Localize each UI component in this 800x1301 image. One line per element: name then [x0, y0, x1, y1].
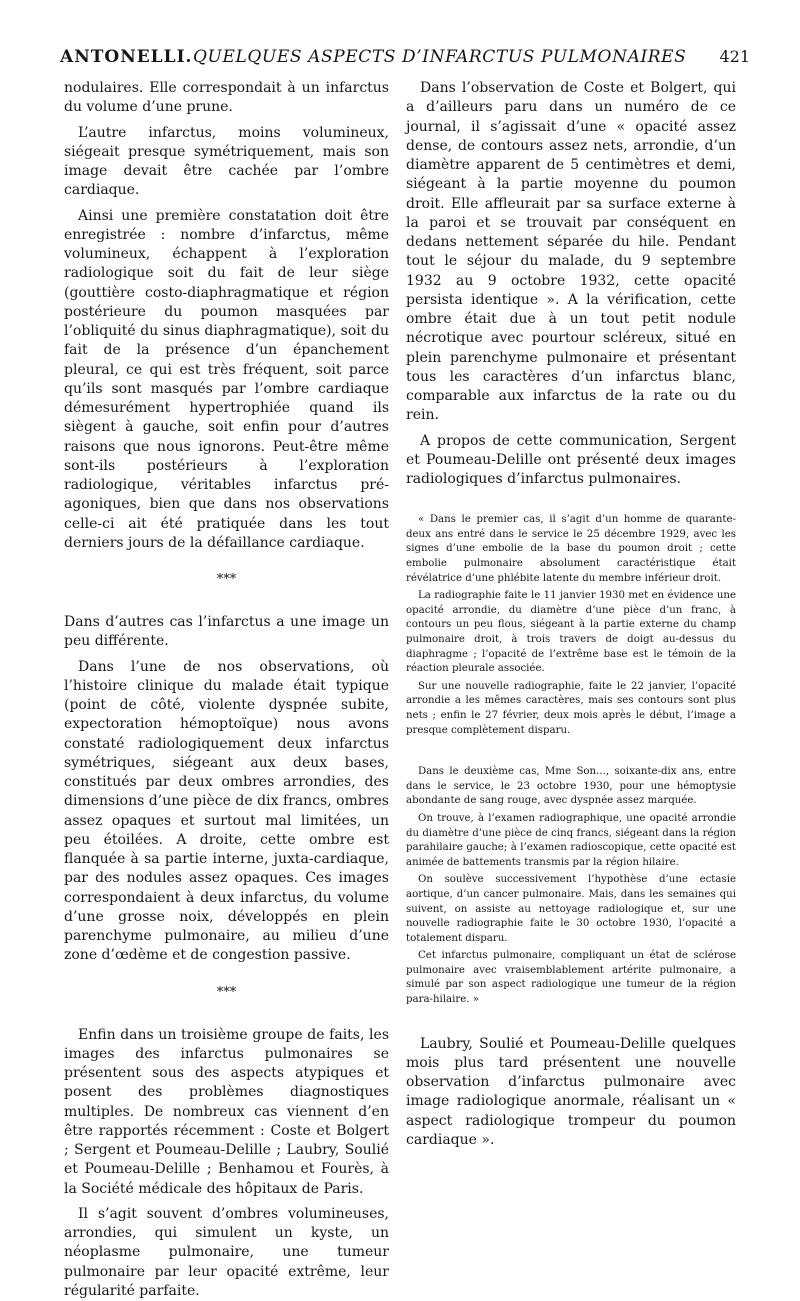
quote-paragraph: On soulève successivement l’hypothèse d’une ectasie aortique, d’un cancer pulmonaire. Mais, dans les semaines qui suivent, on assiste au nettoyage radiologique et, sur une nouvelle radiographie faite le 30 octobre 1930, l’opacité a totalement disparu.	[406, 874, 736, 944]
paragraph: A propos de cette communication, Sergent et Poumeau-Delille ont présenté deux images radiologiques d’infarctus pulmonaires.	[406, 432, 736, 487]
page-number: 421	[719, 47, 750, 66]
quote-paragraph: On trouve, à l’examen radiographique, une opacité arrondie du diamètre d’une pièce de cinq francs, siégeant dans la région parahilaire gauche; à l’examen radioscopique, cette opacité est animée de battements transmis par la région hilaire.	[406, 812, 736, 868]
quotation-block-first-case	[406, 513, 736, 738]
quote-paragraph: Cet infarctus pulmonaire, compliquant un état de sclérose pulmonaire avec vraisemblablement artérite pulmonaire, a simulé par son aspect radiologique une tumeur de la région para-hilaire. »	[406, 950, 736, 1006]
paragraph: Il s’agit souvent d’ombres volumineuses, arrondies, qui simulent un kyste, un néoplasme pulmonaire, une tumeur pulmonaire par leur opacité extrême, leur régularité parfaite.	[64, 1205, 389, 1299]
spacer	[406, 741, 736, 765]
quote-paragraph: « Dans le premier cas, il s’agit d’un homme de quarante-deux ans entré dans le service le 25 décembre 1929, avec les signes d’une embolie de la base du poumon droit ; cette embolie pulmonaire absolument caractéristique était révélatrice d’une phlébite latente du membre inférieur droit.	[406, 514, 736, 584]
asterism-glyphs: ***	[216, 984, 237, 1000]
spacer	[406, 495, 736, 513]
section-asterism	[64, 573, 389, 587]
paragraph: L’autre infarctus, moins volumineux, siégeait presque symétriquement, mais son image devait être cachée par l’ombre cardiaque.	[64, 124, 389, 199]
quote-paragraph: Sur une nouvelle radiographie, faite le 22 janvier, l’opacité arrondie a les mêmes caractères, mais ses contours sont plus nets ; enfin le 27 février, deux mois après le début, l’image a presque complètement disparu.	[406, 680, 736, 736]
paragraph: Ainsi une première constatation doit être enregistrée : nombre d’infarctus, même volumineux, échappent à l’exploration radiologique soit du fait de leur siège (gouttière costo-diaphragmatique et région postérieure du poumon masquées par l’obliquité du sinus diaphragmatique), soit du fait de la présence d’un épanchement pleural, ce qui est très fréquent, soit parce qu’ils sont masqués par l’ombre cardiaque démesurément hypertrophiée quand ils siègent à gauche, soit enfin pour d’autres raisons que nous ignorons. Peut-être même sont-ils postérieurs à l’exploration radiologique, véritables infarctus pré-agoniques, bien que dans nos observations celle-ci ait été pratiquée dans les tout derniers jours de la défaillance cardiaque.	[64, 207, 389, 551]
paragraph: Dans d’autres cas l’infarctus a une image un peu différente.	[64, 614, 389, 650]
quote-paragraph: La radiographie faite le 11 janvier 1930 met en évidence une opacité arrondie, du diamètre d’une pièce d’un franc, à contours un peu flous, siégeant à la partie externe du champ pulmonaire droit, à trois travers de doigt au-dessus du diaphragme ; l’opacité de l’extrême base est le témoin de la réaction pleurale associée.	[406, 590, 736, 675]
section-asterism	[64, 986, 389, 1000]
paragraph: nodulaires. Elle correspondait à un infarctus du volume d’une prune.	[64, 80, 389, 116]
paragraph: Enfin dans un troisième groupe de faits, les images des infarctus pulmonaires se présentent sous des aspects atypiques et posent des problèmes diagnostiques multiples. De nombreux cas viennent d’en être rapportés récemment : Coste et Bolgert ; Sergent et Poumeau-Delille ; Laubry, Soulié et Poumeau-Delille ; Benhamou et Fourès, à la Société médicale des hôpitaux de Paris.	[64, 1026, 389, 1197]
left-column	[64, 79, 389, 1299]
paragraph: Dans l’une de nos observations, où l’histoire clinique du malade était typique (point de côté, violente dyspnée subite, expectoration hémoptoïque) nous avons constaté radiologiquement deux infarctus symétriques, siégeant aux deux bases, constitués par deux ombres arrondies, des dimensions d’une pièce de dix francs, ombres assez opaques et surtout mal limitées, un peu étoilées. A droite, cette ombre est flanquée à sa partie interne, juxta-cardiaque, par des nodules assez opaques. Ces images correspondaient à deux infarctus, du volume d’une grosse noix, développés en plein parenchyme pulmonaire, au milieu d’une zone d’œdème et de congestion passive.	[64, 658, 389, 964]
quotation-block-second-case	[406, 765, 736, 1008]
asterism-glyphs: ***	[216, 572, 237, 587]
quote-paragraph: Dans le deuxième cas, Mme Son..., soixante-dix ans, entre dans le service, le 23 octobre 1930, pour une hémoptysie abondante de sang rouge, avec dyspnée assez marquée.	[406, 766, 736, 807]
paragraph: Dans l’observation de Coste et Bolgert, qui a d’ailleurs paru dans un numéro de ce journal, il s’agissait d’une « opacité assez dense, de contours assez nets, arrondie, d’un diamètre apparent de 5 centimètres et demi, siégeant à la partie moyenne du poumon droit. Elle affleurait par sa surface externe à la paroi et se trouvait par conséquent en dedans nettement séparée du hile. Pendant tout le séjour du malade, du 9 septembre 1932 au 9 octobre 1932, cette opacité persista identique ». A la vérification, cette ombre était due à un tout petit nodule nécrotique avec pourtour scléreux, situé en plein parenchyme pulmonaire et présentant tous les caractères d’un infarctus blanc, comparable aux infarctus de la rate ou du rein.	[406, 80, 736, 424]
running-header	[60, 46, 750, 72]
header-author: ANTONELLI.	[60, 47, 193, 67]
header-title: QUELQUES ASPECTS D’INFARCTUS PULMONAIRES	[193, 47, 687, 67]
spacer	[406, 1011, 736, 1035]
right-column	[406, 79, 736, 1148]
paragraph: Laubry, Soulié et Poumeau-Delille quelques mois plus tard présentent une nouvelle observation d’infarctus pulmonaire avec image radiologique anormale, réalisant un « aspect radiologique trompeur du poumon cardiaque ».	[406, 1035, 736, 1148]
